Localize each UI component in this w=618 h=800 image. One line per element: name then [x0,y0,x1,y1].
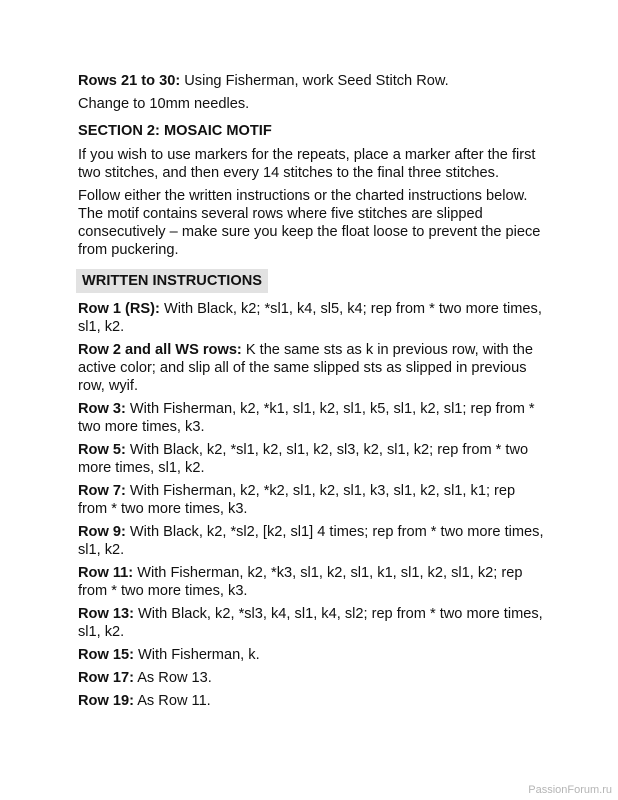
written-instructions-heading: WRITTEN INSTRUCTIONS [76,269,268,293]
instruction-row: Row 15: With Fisherman, k. [78,647,260,663]
instruction-row: Row 1 (RS): With Black, k2; *sl1, k4, sl5, k4; rep from * two more times, sl1, k2. [78,301,542,335]
needles-note: Change to 10mm needles. [78,96,250,112]
instruction-rows [78,300,548,710]
instruction-row: Row 9: With Black, k2, *sl2, [k2, sl1] 4 times; rep from * two more times, sl1, k2. [78,524,544,558]
instruction-row: Row 5: With Black, k2, *sl1, k2, sl1, k2, sl3, k2, sl1, k2; rep from * two more times, sl1, k2. [78,442,529,476]
document-page [78,72,548,710]
section-para-2: Follow either the written instructions or the charted instructions below. The motif contains several rows where five stitches are slipped consecutively – make sure you keep the float loose to prevent the piece from puckering. [78,188,541,258]
instruction-row: Row 3: With Fisherman, k2, *k1, sl1, k2, sl1, k5, sl1, k2, sl1; rep from * two more times, k3. [78,401,535,435]
instruction-row: Row 11: With Fisherman, k2, *k3, sl1, k2, sl1, k1, sl1, k2, sl1, k2; rep from * two more times, k3. [78,565,523,599]
instruction-row: Row 7: With Fisherman, k2, *k2, sl1, k2, sl1, k3, sl1, k2, sl1, k1; rep from * two more times, k3. [78,483,516,517]
watermark: PassionForum.ru [528,784,612,796]
section-para-1: If you wish to use markers for the repeats, place a marker after the first two stitches, and then every 14 stitches to the final three stitches. [78,147,536,181]
instruction-row: Row 19: As Row 11. [78,693,211,709]
instruction-row: Row 13: With Black, k2, *sl3, k4, sl1, k4, sl2; rep from * two more times, sl1, k2. [78,606,543,640]
section-title: SECTION 2: MOSAIC MOTIF [78,123,272,139]
instruction-row: Row 2 and all WS rows: K the same sts as k in previous row, with the active color; and slip all of the same slipped sts as slipped in previous row, wyif. [78,342,533,394]
instruction-row: Row 17: As Row 13. [78,670,212,686]
rows-21-30: Rows 21 to 30: Using Fisherman, work Seed Stitch Row. [78,73,449,89]
